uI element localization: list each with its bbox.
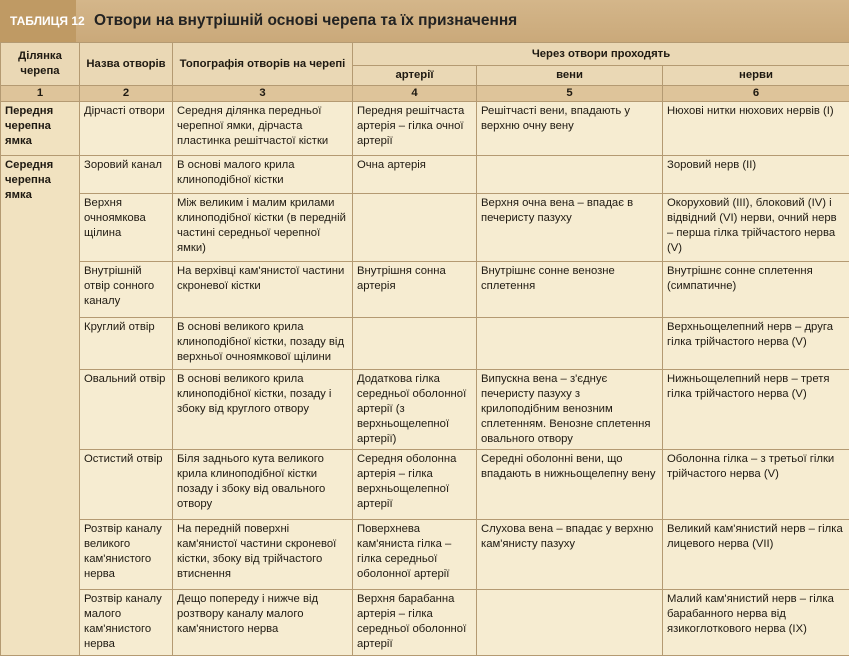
cell-topography: Біля заднього кута великого крила клиноподібної кістки позаду і збоку від овального отвору xyxy=(173,450,353,520)
cell-nerves: Нюхові нитки нюхових нервів (I) xyxy=(663,102,849,156)
cell-topography: На передній поверхні кам'янистої частини скроневої кістки, збоку від трійчастого втиснення xyxy=(173,520,353,590)
cell-topography: Дещо попереду і нижче від розтвору каналу малого кам'янистого нерва xyxy=(173,590,353,656)
cell-name: Розтвір каналу малого кам'янистого нерва xyxy=(80,590,173,656)
cell-veins xyxy=(477,156,663,194)
header-through: Через отвори проходять xyxy=(353,43,849,66)
cell-name: Круглий отвір xyxy=(80,318,173,370)
cell-nerves: Нижньощелепний нерв – третя гілка трійчастого нерва (V) xyxy=(663,370,849,450)
cell-name: Дірчасті отвори xyxy=(80,102,173,156)
cell-topography: На верхівці кам'янистої частини скроневої кістки xyxy=(173,262,353,318)
cell-veins: Верхня очна вена – впадає в печеристу пазуху xyxy=(477,194,663,262)
header-region: Ділянка черепа xyxy=(1,43,80,86)
column-number: 1 xyxy=(1,86,80,102)
cell-arteries: Поверхнева кам'яниста гілка – гілка середньої оболонної артерії xyxy=(353,520,477,590)
header-veins: вени xyxy=(477,66,663,86)
table-number-tag: ТАБЛИЦЯ 12 xyxy=(0,0,76,42)
cell-name: Зоровий канал xyxy=(80,156,173,194)
cell-arteries xyxy=(353,194,477,262)
cell-veins: Решітчасті вени, впадають у верхню очну вену xyxy=(477,102,663,156)
cell-name: Внутрішній отвір сонного каналу xyxy=(80,262,173,318)
header-arteries: артерії xyxy=(353,66,477,86)
cell-nerves: Оболонна гілка – з третьої гілки трійчастого нерва (V) xyxy=(663,450,849,520)
cell-name: Верхня очноямкова щілина xyxy=(80,194,173,262)
region-middle: Середня черепна ямка xyxy=(1,156,80,656)
cell-veins xyxy=(477,318,663,370)
cell-topography: В основі великого крила клиноподібної кістки, позаду від верхньої очноямкової щілини xyxy=(173,318,353,370)
column-number: 2 xyxy=(80,86,173,102)
cell-arteries: Передня решітчаста артерія – гілка очної артерії xyxy=(353,102,477,156)
region-anterior: Передня черепна ямка xyxy=(1,102,80,156)
header-nerves: нерви xyxy=(663,66,849,86)
cell-name: Остистий отвір xyxy=(80,450,173,520)
header-name: Назва отворів xyxy=(80,43,173,86)
cell-veins xyxy=(477,590,663,656)
column-number: 3 xyxy=(173,86,353,102)
cell-veins: Середні оболонні вени, що впадають в нижньощелепну вену xyxy=(477,450,663,520)
column-number: 6 xyxy=(663,86,849,102)
table-row xyxy=(1,450,849,520)
cell-arteries: Додаткова гілка середньої оболонної артерії (з верхньощелепної артерії) xyxy=(353,370,477,450)
foramina-table xyxy=(0,42,849,656)
cell-nerves: Внутрішнє сонне сплетення (симпатичне) xyxy=(663,262,849,318)
table-title: Отвори на внутрішній основі черепа та їх призначення xyxy=(94,12,517,30)
column-number: 5 xyxy=(477,86,663,102)
cell-arteries: Внутрішня сонна артерія xyxy=(353,262,477,318)
cell-topography: Середня ділянка передньої черепної ямки, дірчаста пластинка решітчастої кістки xyxy=(173,102,353,156)
cell-veins: Випускна вена – з'єднує печеристу пазуху з крилоподібним венозним сплетенням. Венозне сплетення овального отвору xyxy=(477,370,663,450)
cell-name: Розтвір каналу великого кам'янистого нерва xyxy=(80,520,173,590)
cell-veins: Внутрішнє сонне венозне сплетення xyxy=(477,262,663,318)
cell-topography: В основі малого крила клиноподібної кістки xyxy=(173,156,353,194)
cell-nerves: Великий кам'янистий нерв – гілка лицевого нерва (VII) xyxy=(663,520,849,590)
table-row xyxy=(1,590,849,656)
cell-arteries: Очна артерія xyxy=(353,156,477,194)
cell-nerves: Верхньощелепний нерв – друга гілка трійчастого нерва (V) xyxy=(663,318,849,370)
cell-nerves: Окоруховий (III), блоковий (IV) і відвідний (VI) нерви, очний нерв – перша гілка трійчастого нерва (V) xyxy=(663,194,849,262)
header-topography: Топографія отворів на черепі xyxy=(173,43,353,86)
table-row xyxy=(1,102,849,156)
table-row xyxy=(1,370,849,450)
table-title-bar xyxy=(0,0,849,42)
table-row xyxy=(1,194,849,262)
column-number: 4 xyxy=(353,86,477,102)
table-row xyxy=(1,262,849,318)
cell-arteries xyxy=(353,318,477,370)
table-row xyxy=(1,156,849,194)
cell-topography: В основі великого крила клиноподібної кістки, позаду і збоку від круглого отвору xyxy=(173,370,353,450)
cell-arteries: Верхня барабанна артерія – гілка середньої оболонної артерії xyxy=(353,590,477,656)
cell-nerves: Малий кам'янистий нерв – гілка барабанного нерва від язикоглоткового нерва (IX) xyxy=(663,590,849,656)
table-row xyxy=(1,520,849,590)
cell-veins: Слухова вена – впадає у верхню кам'янисту пазуху xyxy=(477,520,663,590)
cell-arteries: Середня оболонна артерія – гілка верхньощелепної артерії xyxy=(353,450,477,520)
cell-topography: Між великим і малим крилами клиноподібної кістки (в передній частині середньої черепної ямки) xyxy=(173,194,353,262)
cell-nerves: Зоровий нерв (II) xyxy=(663,156,849,194)
table-row xyxy=(1,318,849,370)
cell-name: Овальний отвір xyxy=(80,370,173,450)
